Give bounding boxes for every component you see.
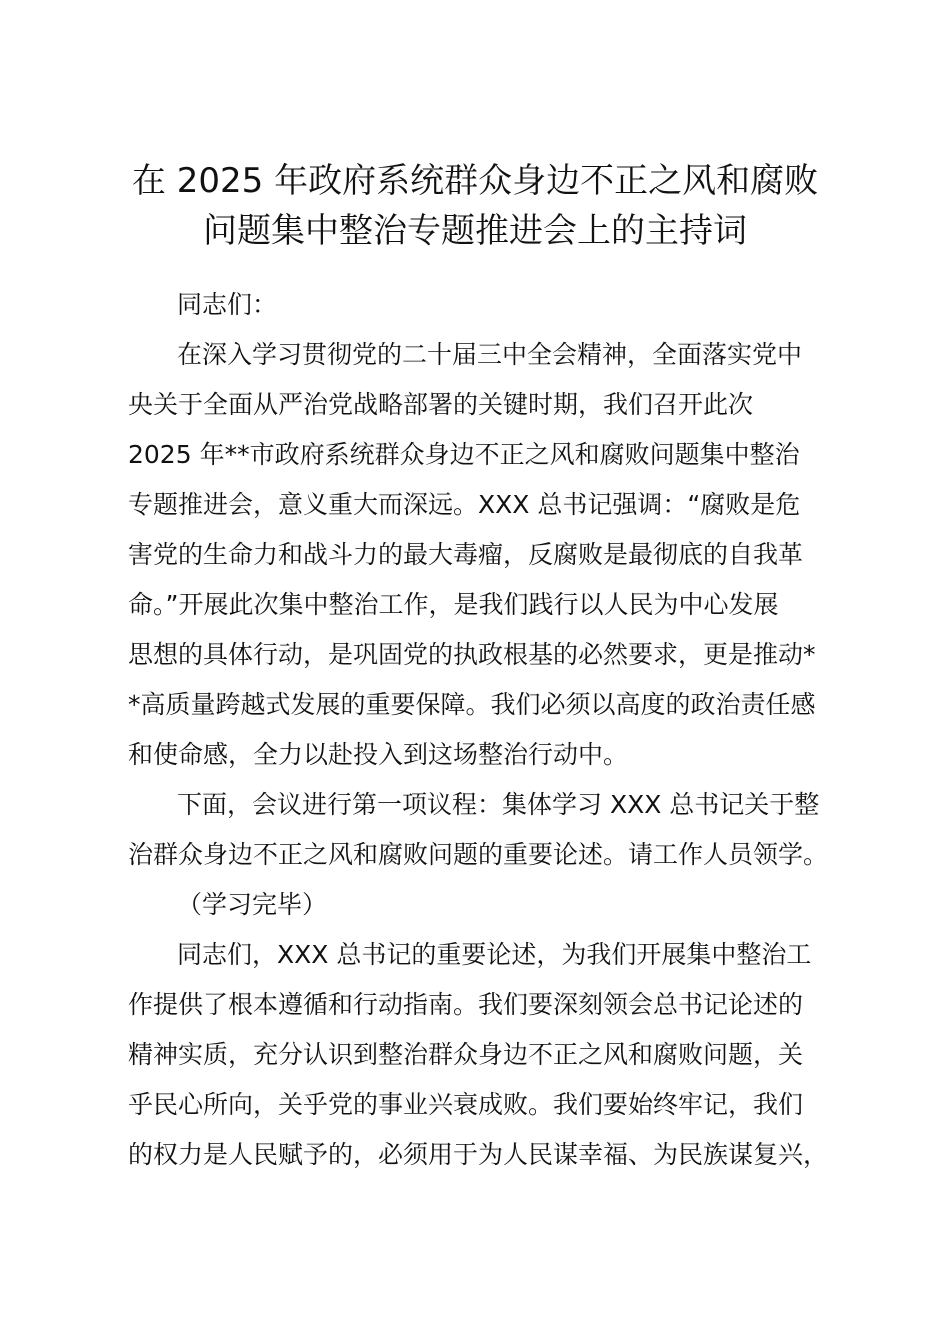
document-title-line-1: 在 2025 年政府系统群众身边不正之风和腐败 xyxy=(131,161,819,201)
paragraph-line: 思想的具体行动，是巩固党的执政根基的必然要求，更是推动* xyxy=(128,640,816,669)
paragraph-line: 的权力是人民赋予的，必须用于为人民谋幸福、为民族谋复兴， xyxy=(128,1140,829,1169)
paragraph-line: 在深入学习贯彻党的二十届三中全会精神，全面落实党中 xyxy=(177,340,803,369)
paragraph-line: 乎民心所向，关乎党的事业兴衰成败。我们要始终牢记，我们 xyxy=(128,1090,804,1119)
paragraph-line: 2025 年**市政府系统群众身边不正之风和腐败问题集中整治 xyxy=(128,440,800,469)
paragraph-line: 同志们，XXX 总书记的重要论述，为我们开展集中整治工 xyxy=(177,940,812,969)
paragraph-line: 和使命感，全力以赴投入到这场整治行动中。 xyxy=(128,740,629,769)
paragraph-line: 专题推进会，意义重大而深远。XXX 总书记强调：“腐败是危 xyxy=(128,490,801,519)
document-title-line-2: 问题集中整治专题推进会上的主持词 xyxy=(203,211,747,251)
paragraph-line: 下面，会议进行第一项议程：集体学习 XXX 总书记关于整 xyxy=(177,790,820,819)
paragraph-line: 命。”开展此次集中整治工作，是我们践行以人民为中心发展 xyxy=(128,590,779,619)
procedure-note: （学习完毕） xyxy=(177,890,328,919)
paragraph-line: 精神实质，充分认识到整治群众身边不正之风和腐败问题，关 xyxy=(128,1040,804,1069)
paragraph-line: 害党的生命力和战斗力的最大毒瘤，反腐败是最彻底的自我革 xyxy=(128,540,804,569)
paragraph-line: 治群众身边不正之风和腐败问题的重要论述。请工作人员领学。 xyxy=(128,840,829,869)
paragraph-line: 央关于全面从严治党战略部署的关键时期，我们召开此次 xyxy=(128,390,754,419)
paragraph-line: *高质量跨越式发展的重要保障。我们必须以高度的政治责任感 xyxy=(128,690,816,719)
paragraph-line: 作提供了根本遵循和行动指南。我们要深刻领会总书记论述的 xyxy=(128,990,804,1019)
salutation: 同志们： xyxy=(177,290,278,319)
